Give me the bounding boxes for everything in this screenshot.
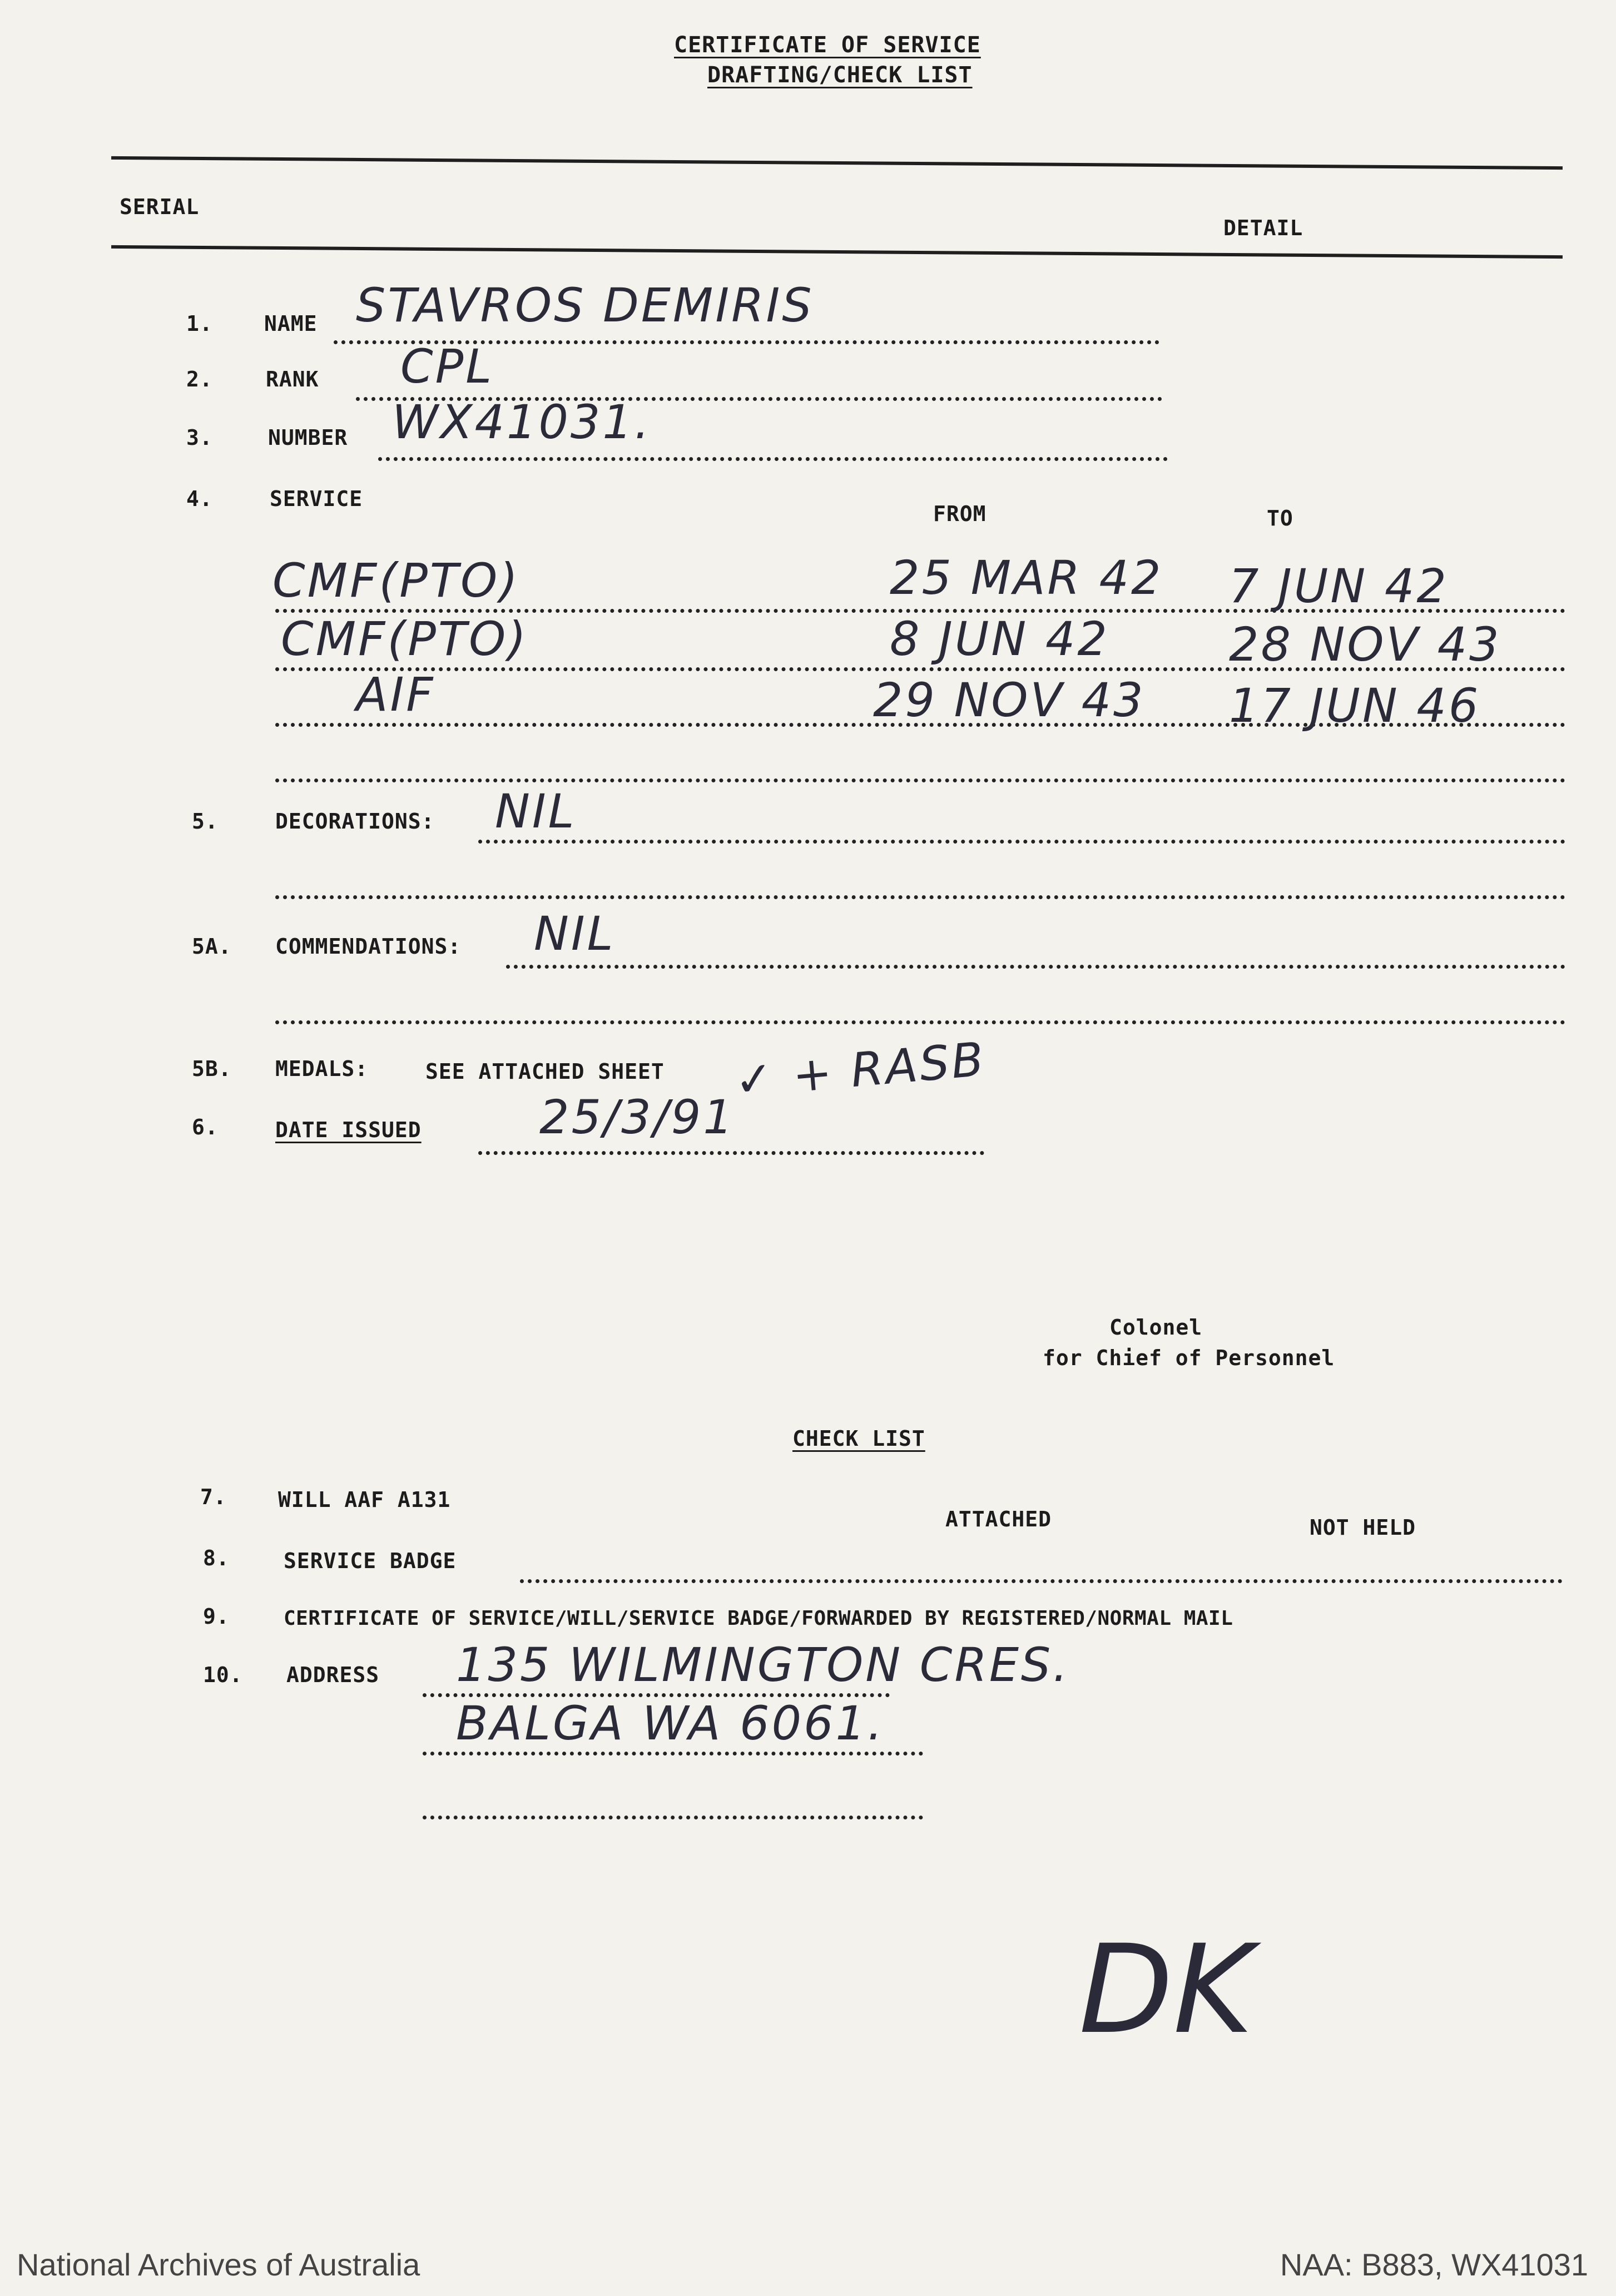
number-dotted-line bbox=[378, 457, 1168, 461]
commendations-label: COMMENDATIONS: bbox=[275, 934, 462, 959]
field-number-number: 3. bbox=[186, 425, 213, 450]
date-issued-value: 25/3/91 bbox=[539, 1090, 735, 1144]
service-row-2-from: 8 JUN 42 bbox=[890, 612, 1109, 666]
service-label: SERVICE bbox=[270, 487, 363, 511]
decorations-label: DECORATIONS: bbox=[275, 809, 435, 834]
service-row-3-unit: AIF bbox=[356, 667, 435, 722]
certificate-subtitle: DRAFTING/CHECK LIST bbox=[707, 62, 973, 88]
field-number-decorations: 5. bbox=[192, 809, 219, 834]
footer-reference: NAA: B883, WX41031 bbox=[1280, 2247, 1588, 2282]
service-row-2-to: 28 NOV 43 bbox=[1229, 617, 1501, 672]
not-held-header: NOT HELD bbox=[1310, 1515, 1416, 1540]
number-value: WX41031. bbox=[392, 395, 652, 449]
service-row-3-to: 17 JUN 46 bbox=[1229, 678, 1481, 733]
handwritten-annotation: DK bbox=[1079, 1918, 1253, 2061]
serial-column-header: SERIAL bbox=[120, 195, 200, 219]
rank-value: CPL bbox=[400, 339, 494, 394]
footer-archive-name: National Archives of Australia bbox=[17, 2247, 420, 2282]
address-dotted-line-2 bbox=[423, 1752, 923, 1756]
decorations-dotted-line bbox=[478, 840, 1565, 844]
address-label: ADDRESS bbox=[286, 1663, 380, 1687]
field-number-date-issued: 6. bbox=[192, 1115, 219, 1139]
commendations-dotted-line-2 bbox=[275, 1020, 1565, 1024]
address-dotted-line-3 bbox=[423, 1816, 923, 1819]
field-number-badge: 8. bbox=[203, 1546, 230, 1570]
name-value: STAVROS DEMIRIS bbox=[356, 278, 814, 333]
medals-text: SEE ATTACHED SHEET bbox=[425, 1059, 665, 1084]
field-number-service: 4. bbox=[186, 487, 213, 511]
certificate-title: CERTIFICATE OF SERVICE bbox=[674, 32, 981, 58]
date-issued-label: DATE ISSUED bbox=[275, 1118, 422, 1142]
top-rule bbox=[111, 156, 1563, 170]
signature-title: for Chief of Personnel bbox=[1043, 1346, 1335, 1370]
service-row-1-unit: CMF(PTO) bbox=[272, 553, 521, 608]
field-number-name: 1. bbox=[186, 311, 213, 336]
forwarded-label: CERTIFICATE OF SERVICE/WILL/SERVICE BADGE/FORWARDED BY REGISTERED/NORMAL MAIL bbox=[284, 1607, 1233, 1630]
commendations-dotted-line bbox=[506, 965, 1565, 969]
field-number-address: 10. bbox=[203, 1663, 243, 1687]
commendations-value: NIL bbox=[534, 906, 616, 961]
signature-rank: Colonel bbox=[1109, 1315, 1203, 1340]
service-badge-label: SERVICE BADGE bbox=[284, 1549, 457, 1573]
medals-label: MEDALS: bbox=[275, 1057, 369, 1081]
rank-label: RANK bbox=[266, 367, 319, 391]
address-line-1: 135 WILMINGTON CRES. bbox=[456, 1638, 1070, 1692]
address-line-2: BALGA WA 6061. bbox=[456, 1696, 885, 1750]
name-label: NAME bbox=[264, 311, 318, 336]
date-issued-dotted-line bbox=[478, 1151, 984, 1155]
field-number-medals: 5B. bbox=[192, 1057, 232, 1081]
service-from-header: FROM bbox=[933, 502, 987, 526]
attached-header: ATTACHED bbox=[945, 1507, 1052, 1531]
detail-column-header: DETAIL bbox=[1223, 216, 1303, 240]
service-row-3-from: 29 NOV 43 bbox=[873, 673, 1146, 727]
service-row-1-from: 25 MAR 42 bbox=[890, 551, 1163, 605]
service-dotted-line-4 bbox=[275, 778, 1565, 782]
service-to-header: TO bbox=[1267, 506, 1293, 530]
field-number-commendations: 5A. bbox=[192, 934, 232, 959]
field-number-will: 7. bbox=[200, 1485, 227, 1509]
field-number-forwarded: 9. bbox=[203, 1604, 230, 1629]
service-row-2-unit: CMF(PTO) bbox=[281, 612, 529, 666]
will-label: WILL AAF A131 bbox=[278, 1487, 451, 1512]
medals-value: ✓ + RASB bbox=[732, 1032, 988, 1108]
decorations-value: NIL bbox=[495, 784, 577, 839]
header-rule bbox=[111, 245, 1563, 259]
service-badge-dotted-line bbox=[520, 1579, 1563, 1583]
field-number-rank: 2. bbox=[186, 367, 213, 391]
decorations-dotted-line-2 bbox=[275, 895, 1565, 899]
number-label: NUMBER bbox=[268, 425, 348, 450]
service-row-1-to: 7 JUN 42 bbox=[1229, 559, 1449, 613]
checklist-title: CHECK LIST bbox=[792, 1426, 925, 1451]
